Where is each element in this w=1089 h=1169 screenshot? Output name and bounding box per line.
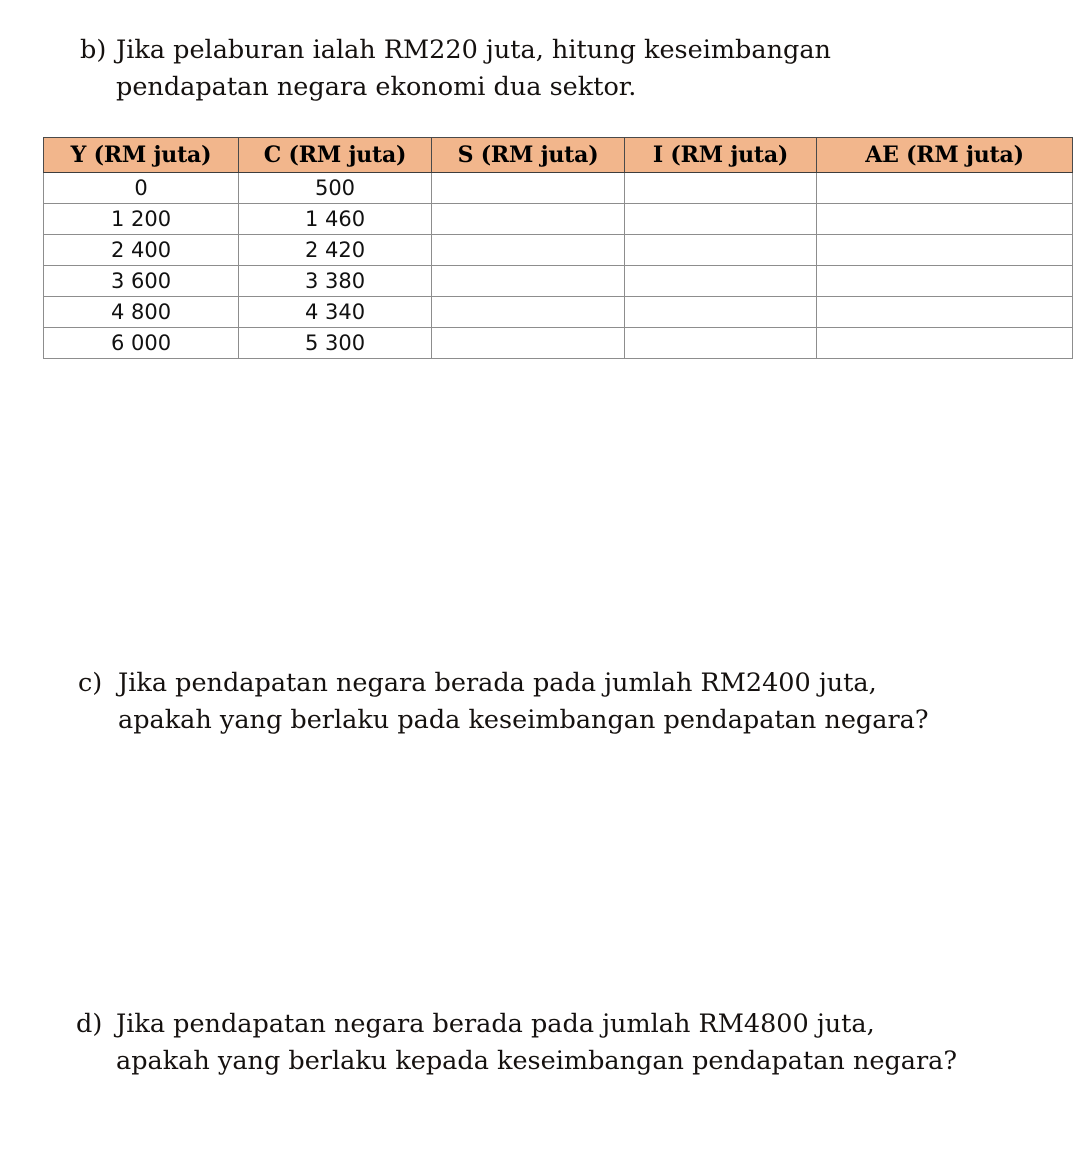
table-row [44, 297, 1073, 328]
question-b-marker: b) [80, 35, 107, 65]
cell-c[interactable]: 4 340 [239, 297, 432, 328]
question-d-line-2: apakah yang berlaku kepada keseimbangan pendapatan negara? [116, 1046, 958, 1076]
column-header-ae: AE (RM juta) [817, 138, 1073, 173]
table-row [44, 328, 1073, 359]
table-row [44, 235, 1073, 266]
column-header-s: S (RM juta) [432, 138, 625, 173]
question-c-line-1: Jika pendapatan negara berada pada jumlah RM2400 juta, [118, 668, 877, 698]
question-d [76, 1006, 1061, 1080]
cell-ae[interactable] [817, 235, 1073, 266]
cell-y: 3 600 [44, 266, 239, 297]
column-header-y: Y (RM juta) [44, 138, 239, 173]
question-d-line-1: Jika pendapatan negara berada pada jumlah RM4800 juta, [116, 1009, 875, 1039]
cell-i[interactable] [625, 173, 817, 204]
cell-ae[interactable] [817, 328, 1073, 359]
cell-c[interactable]: 5 300 [239, 328, 432, 359]
table-row [44, 266, 1073, 297]
question-b [80, 32, 1020, 106]
cell-y: 2 400 [44, 235, 239, 266]
question-c-line-2: apakah yang berlaku pada keseimbangan pendapatan negara? [118, 705, 929, 735]
cell-i[interactable] [625, 297, 817, 328]
cell-s[interactable] [432, 266, 625, 297]
cell-c[interactable]: 3 380 [239, 266, 432, 297]
cell-ae[interactable] [817, 204, 1073, 235]
cell-y: 0 [44, 173, 239, 204]
cell-c[interactable]: 2 420 [239, 235, 432, 266]
national-income-table-container [43, 137, 1072, 359]
question-d-text [116, 1006, 1061, 1080]
cell-ae[interactable] [817, 266, 1073, 297]
table-header-row [44, 138, 1073, 173]
column-header-c: C (RM juta) [239, 138, 432, 173]
cell-y: 6 000 [44, 328, 239, 359]
cell-s[interactable] [432, 235, 625, 266]
cell-c[interactable]: 500 [239, 173, 432, 204]
question-b-text [116, 32, 1020, 106]
cell-i[interactable] [625, 328, 817, 359]
question-b-line-2: pendapatan negara ekonomi dua sektor. [116, 72, 637, 102]
cell-s[interactable] [432, 328, 625, 359]
question-c [78, 665, 1038, 739]
question-b-line-1: Jika pelaburan ialah RM220 juta, hitung keseimbangan [116, 35, 831, 65]
question-d-marker: d) [76, 1009, 103, 1039]
cell-i[interactable] [625, 235, 817, 266]
cell-ae[interactable] [817, 297, 1073, 328]
national-income-table [43, 137, 1073, 359]
cell-ae[interactable] [817, 173, 1073, 204]
question-c-text [118, 665, 1038, 739]
table-row [44, 204, 1073, 235]
table-row [44, 173, 1073, 204]
cell-c[interactable]: 1 460 [239, 204, 432, 235]
cell-s[interactable] [432, 297, 625, 328]
cell-s[interactable] [432, 173, 625, 204]
column-header-i: I (RM juta) [625, 138, 817, 173]
cell-s[interactable] [432, 204, 625, 235]
question-c-marker: c) [78, 668, 103, 698]
cell-i[interactable] [625, 266, 817, 297]
cell-y: 1 200 [44, 204, 239, 235]
cell-i[interactable] [625, 204, 817, 235]
cell-y: 4 800 [44, 297, 239, 328]
